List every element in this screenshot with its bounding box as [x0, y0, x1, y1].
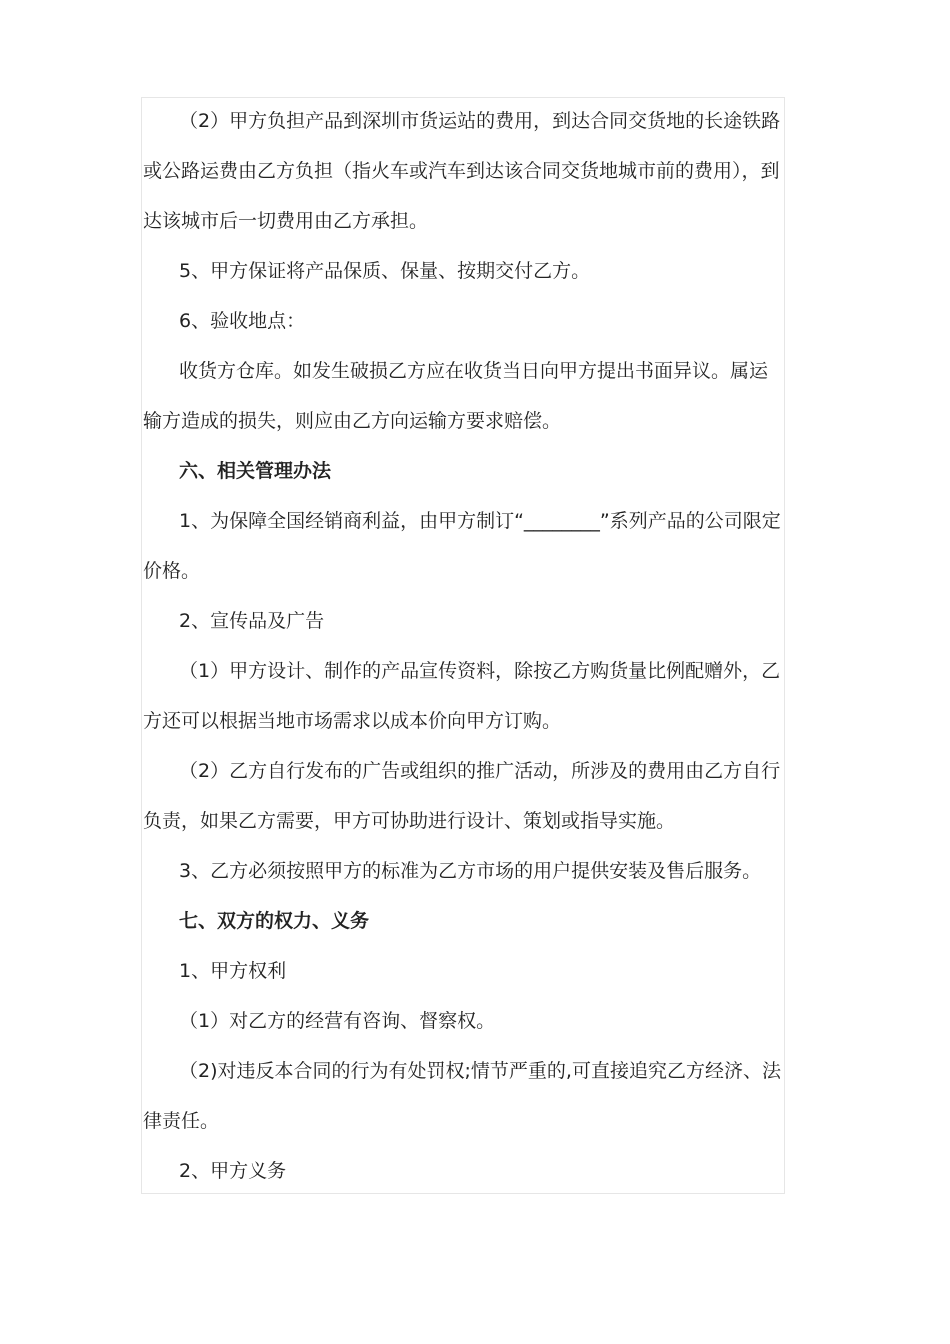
paragraph-13: （1）对乙方的经营有咨询、督察权。 — [179, 1010, 496, 1032]
paragraph-3: 6、验收地点： — [179, 310, 306, 332]
section-heading-6: 六、相关管理办法 — [179, 460, 332, 482]
paragraph-15: 2、甲方义务 — [179, 1160, 287, 1182]
paragraph-8: （1）甲方设计、制作的产品宣传资料，除按乙方购货量比例配赠外，乙方还可以根据当地市场需求以成本价向甲方订购。 — [143, 660, 781, 732]
paragraph-9: （2）乙方自行发布的广告或组织的推广活动，所涉及的费用由乙方自行负责，如果乙方需要，甲方可协助进行设计、策划或指导实施。 — [143, 760, 781, 832]
document-body — [143, 96, 783, 1196]
paragraph-1: （2）甲方负担产品到深圳市货运站的费用，到达合同交货地的长途铁路或公路运费由乙方负担（指火车或汽车到达该合同交货地城市前的费用），到达该城市后一切费用由乙方承担。 — [143, 110, 781, 232]
paragraph-6: 1、为保障全国经销商利益，由甲方制订“________”系列产品的公司限定价格。 — [143, 510, 781, 582]
paragraph-10: 3、乙方必须按照甲方的标准为乙方市场的用户提供安装及售后服务。 — [179, 860, 762, 882]
section-heading-7: 七、双方的权力、义务 — [179, 910, 370, 932]
paragraph-4: 收货方仓库。如发生破损乙方应在收货当日向甲方提出书面异议。属运输方造成的损失，则应由乙方向运输方要求赔偿。 — [143, 360, 769, 432]
paragraph-14: （2)对违反本合同的行为有处罚权;情节严重的,可直接追究乙方经济、法律责任。 — [143, 1060, 781, 1132]
paragraph-2: 5、甲方保证将产品保质、保量、按期交付乙方。 — [179, 260, 591, 282]
paragraph-7: 2、宣传品及广告 — [179, 610, 325, 632]
paragraph-12: 1、甲方权利 — [179, 960, 287, 982]
